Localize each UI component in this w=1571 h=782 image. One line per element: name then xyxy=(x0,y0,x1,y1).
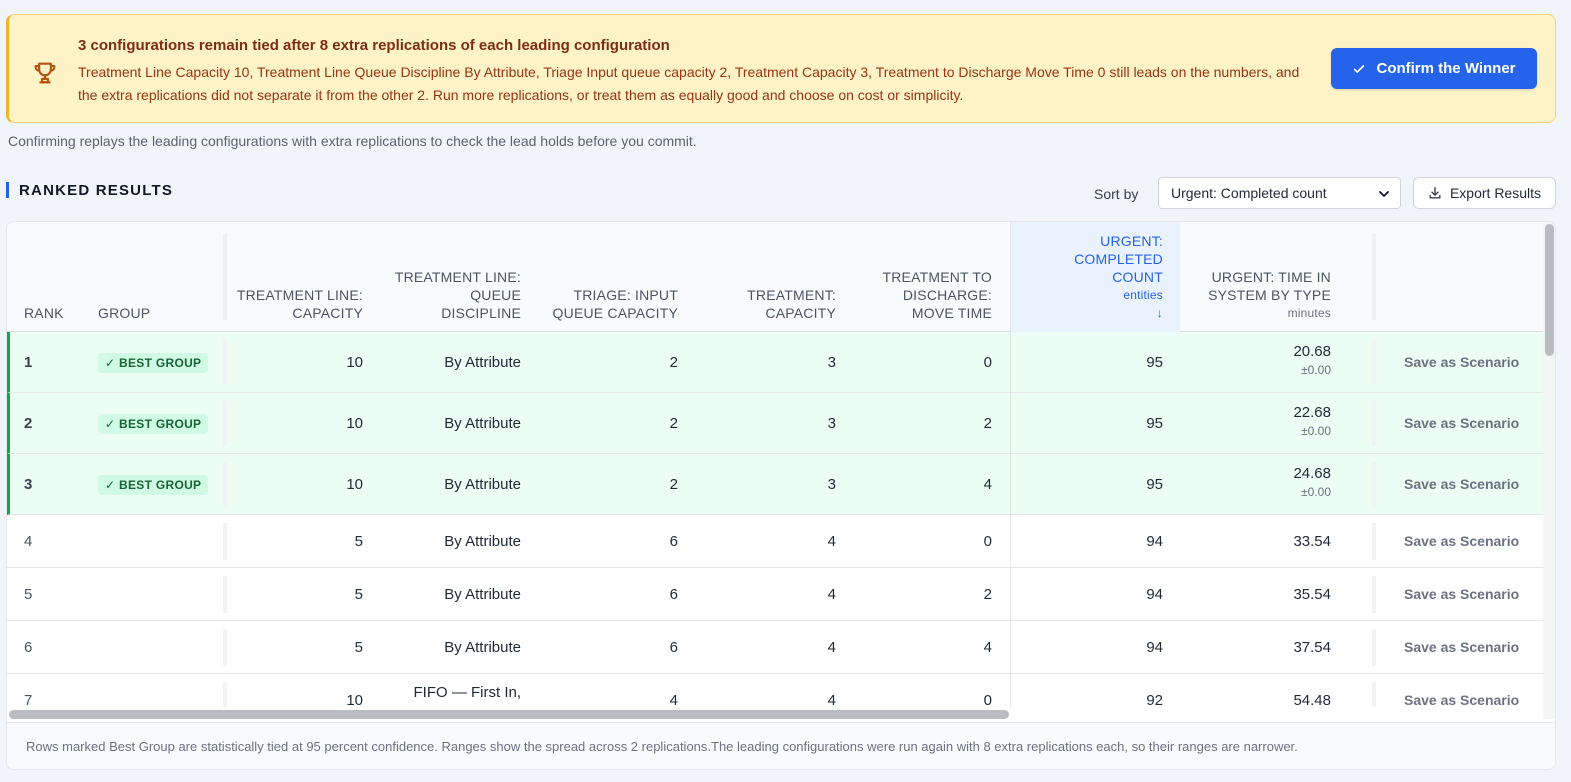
cell-treatment-line-queue-discipline: By Attribute xyxy=(444,639,521,656)
column-divider xyxy=(223,629,227,666)
check-icon: ✓ xyxy=(105,478,119,492)
cell-treatment-capacity: 3 xyxy=(827,415,836,432)
column-divider xyxy=(1372,682,1376,707)
column-divider xyxy=(1372,629,1376,666)
column-divider xyxy=(1372,462,1376,507)
header-triage-input-queue-capacity[interactable]: TRIAGE: INPUT QUEUE CAPACITY xyxy=(552,287,678,321)
cell-urgent-completed-count: 92 xyxy=(1146,692,1163,707)
save-as-scenario-button[interactable]: Save as Scenario xyxy=(1404,586,1520,602)
cell-treatment-discharge-move-time: 4 xyxy=(983,639,992,656)
table-row[interactable] xyxy=(7,454,1543,515)
sort-descending-icon: ↓ xyxy=(1156,306,1163,320)
sort-select-value: Urgent: Completed count xyxy=(1171,185,1327,201)
cell-treatment-line-capacity: 5 xyxy=(354,533,363,550)
column-divider xyxy=(223,234,227,320)
column-divider xyxy=(1372,401,1376,446)
download-icon xyxy=(1428,186,1442,200)
header-rank[interactable]: RANK xyxy=(24,305,64,321)
table-row[interactable] xyxy=(7,568,1543,621)
time-in-system-spread: ±0.00 xyxy=(1301,424,1331,438)
column-divider xyxy=(223,682,227,707)
header-urgent-completed-count[interactable] xyxy=(1047,232,1163,322)
time-in-system-value: 24.68 xyxy=(1293,465,1331,482)
cell-treatment-line-queue-discipline: By Attribute xyxy=(444,533,521,550)
cell-urgent-completed-count: 95 xyxy=(1146,415,1163,432)
time-in-system-value: 35.54 xyxy=(1293,586,1331,603)
save-as-scenario-button[interactable]: Save as Scenario xyxy=(1404,476,1520,492)
column-divider xyxy=(1372,340,1376,385)
table-footnote: Rows marked Best Group are statistically tied at 95 percent confidence. Ranges show the spread across 2 replications.The leading configurations were run again with 8 extra replications each, so their ranges are narrower. xyxy=(7,722,1556,770)
cell-triage-input-queue-capacity: 6 xyxy=(669,639,678,656)
cell-urgent-time-in-system xyxy=(1197,639,1331,656)
time-in-system-value: 20.68 xyxy=(1293,343,1331,360)
save-as-scenario-button[interactable]: Save as Scenario xyxy=(1404,533,1520,549)
cell-rank: 2 xyxy=(24,415,33,432)
table-header xyxy=(7,222,1543,332)
cell-urgent-time-in-system xyxy=(1197,343,1331,377)
cell-triage-input-queue-capacity: 2 xyxy=(669,476,678,493)
header-treatment-line-queue-discipline[interactable]: TREATMENT LINE: QUEUE DISCIPLINE xyxy=(394,269,521,321)
cell-urgent-completed-count: 94 xyxy=(1146,639,1163,656)
cell-treatment-line-queue-discipline: By Attribute xyxy=(444,476,521,493)
cell-treatment-discharge-move-time: 4 xyxy=(983,476,992,493)
column-divider xyxy=(223,576,227,613)
cell-urgent-time-in-system xyxy=(1197,404,1331,438)
cell-treatment-line-capacity: 10 xyxy=(346,476,363,493)
chevron-down-icon xyxy=(1378,188,1390,200)
column-divider xyxy=(1372,523,1376,560)
table-row[interactable] xyxy=(7,621,1543,674)
best-group-badge xyxy=(98,414,208,434)
best-group-badge xyxy=(98,353,208,373)
table-viewport xyxy=(7,222,1543,707)
cell-treatment-line-queue-discipline: By Attribute xyxy=(444,415,521,432)
cell-treatment-capacity: 4 xyxy=(827,639,836,656)
cell-treatment-discharge-move-time: 0 xyxy=(983,354,992,371)
cell-urgent-completed-count: 94 xyxy=(1146,533,1163,550)
cell-triage-input-queue-capacity: 2 xyxy=(669,354,678,371)
cell-urgent-completed-count: 95 xyxy=(1146,354,1163,371)
winner-banner xyxy=(6,14,1556,123)
cell-treatment-discharge-move-time: 0 xyxy=(983,533,992,550)
best-group-badge xyxy=(98,475,208,495)
cell-treatment-capacity: 3 xyxy=(827,354,836,371)
cell-rank: 4 xyxy=(24,533,33,550)
cell-treatment-capacity: 3 xyxy=(827,476,836,493)
cell-treatment-capacity: 4 xyxy=(827,586,836,603)
cell-treatment-discharge-move-time: 0 xyxy=(983,692,992,707)
cell-rank: 1 xyxy=(24,354,33,371)
header-treatment-discharge-move-time[interactable]: TREATMENT TO DISCHARGE: MOVE TIME xyxy=(882,269,992,321)
column-divider xyxy=(223,401,227,446)
save-as-scenario-button[interactable]: Save as Scenario xyxy=(1404,639,1520,655)
banner-title: 3 configurations remain tied after 8 extra replications of each leading configuration xyxy=(78,37,670,54)
cell-treatment-line-queue-discipline: By Attribute xyxy=(444,586,521,603)
results-table xyxy=(6,221,1556,770)
time-in-system-value: 54.48 xyxy=(1293,692,1331,707)
column-divider xyxy=(223,523,227,560)
header-urgent-time-in-system-unit: minutes xyxy=(1287,306,1331,320)
sort-select[interactable] xyxy=(1158,177,1401,209)
time-in-system-value: 37.54 xyxy=(1293,639,1331,656)
cell-treatment-line-capacity: 10 xyxy=(346,415,363,432)
cell-rank: 5 xyxy=(24,586,33,603)
cell-treatment-line-queue-discipline: FIFO — First In, xyxy=(413,684,521,701)
check-icon: ✓ xyxy=(105,417,119,431)
export-results-label: Export Results xyxy=(1449,185,1542,201)
cell-urgent-time-in-system xyxy=(1197,586,1331,603)
export-results-button[interactable] xyxy=(1413,177,1556,209)
save-as-scenario-button[interactable]: Save as Scenario xyxy=(1404,354,1520,370)
horizontal-scrollbar[interactable] xyxy=(9,710,1009,719)
time-in-system-spread: ±0.00 xyxy=(1301,363,1331,377)
cell-rank: 6 xyxy=(24,639,33,656)
save-as-scenario-button[interactable]: Save as Scenario xyxy=(1404,692,1520,707)
sort-label: Sort by xyxy=(1094,186,1139,202)
time-in-system-value: 22.68 xyxy=(1293,404,1331,421)
column-divider xyxy=(1372,576,1376,613)
cell-rank: 7 xyxy=(24,692,33,707)
cell-treatment-discharge-move-time: 2 xyxy=(983,586,992,603)
cell-treatment-line-capacity: 5 xyxy=(354,639,363,656)
confirm-winner-button[interactable] xyxy=(1331,48,1537,89)
cell-treatment-line-capacity: 10 xyxy=(346,354,363,371)
cell-treatment-line-capacity: 5 xyxy=(354,586,363,603)
section-title: RANKED RESULTS xyxy=(19,182,174,199)
cell-urgent-completed-count: 94 xyxy=(1146,586,1163,603)
cell-triage-input-queue-capacity: 6 xyxy=(669,533,678,550)
column-divider xyxy=(223,462,227,507)
header-group[interactable]: GROUP xyxy=(98,305,151,321)
vertical-scrollbar[interactable] xyxy=(1545,224,1554,356)
header-urgent-completed-count-label: URGENT: COMPLETED COUNT xyxy=(1074,233,1163,285)
cell-treatment-capacity: 4 xyxy=(827,692,836,707)
header-urgent-time-in-system[interactable] xyxy=(1197,268,1331,322)
cell-rank: 3 xyxy=(24,476,33,493)
cell-treatment-line-queue-discipline: By Attribute xyxy=(444,354,521,371)
best-group-label: BEST GROUP xyxy=(119,417,202,431)
best-group-label: BEST GROUP xyxy=(119,478,202,492)
sorted-column-border xyxy=(1010,222,1011,707)
header-urgent-time-in-system-label: URGENT: TIME IN SYSTEM BY TYPE xyxy=(1208,269,1331,303)
section-accent-bar xyxy=(6,182,9,198)
confirm-note: Confirming replays the leading configurations with extra replications to check the lead holds before you commit. xyxy=(8,133,697,149)
confirm-winner-label: Confirm the Winner xyxy=(1376,60,1516,77)
table-row[interactable] xyxy=(7,674,1543,707)
cell-treatment-capacity: 4 xyxy=(827,533,836,550)
cell-urgent-completed-count: 95 xyxy=(1146,476,1163,493)
time-in-system-spread: ±0.00 xyxy=(1301,485,1331,499)
column-divider xyxy=(223,340,227,385)
save-as-scenario-button[interactable]: Save as Scenario xyxy=(1404,415,1520,431)
banner-message: Treatment Line Capacity 10, Treatment Line Queue Discipline By Attribute, Triage Input queue capacity 2, Treatment Capacity 3, Treatment to Discharge Move Time 0 still leads on the numbers, and the extra replications did not separate it from the other 2. Run more replications, or treat them as equally good and choose on cost or simplicity. xyxy=(78,64,1300,103)
cell-urgent-time-in-system xyxy=(1197,533,1331,550)
cell-treatment-discharge-move-time: 2 xyxy=(983,415,992,432)
table-row[interactable] xyxy=(7,393,1543,454)
cell-urgent-time-in-system xyxy=(1197,465,1331,499)
cell-treatment-line-capacity: 10 xyxy=(346,692,363,707)
header-treatment-capacity[interactable]: TREATMENT: CAPACITY xyxy=(747,287,836,321)
header-treatment-line-capacity[interactable]: TREATMENT LINE: CAPACITY xyxy=(236,287,363,321)
trophy-icon xyxy=(31,59,59,87)
header-urgent-completed-count-unit: entities xyxy=(1123,288,1163,302)
time-in-system-value: 33.54 xyxy=(1293,533,1331,550)
cell-triage-input-queue-capacity: 2 xyxy=(669,415,678,432)
best-group-label: BEST GROUP xyxy=(119,356,202,370)
table-row[interactable] xyxy=(7,515,1543,568)
column-divider xyxy=(1372,234,1376,320)
cell-triage-input-queue-capacity: 6 xyxy=(669,586,678,603)
check-icon xyxy=(1352,62,1366,76)
cell-triage-input-queue-capacity: 4 xyxy=(669,692,678,707)
check-icon: ✓ xyxy=(105,356,119,370)
cell-urgent-time-in-system xyxy=(1197,692,1331,707)
table-row[interactable] xyxy=(7,332,1543,393)
